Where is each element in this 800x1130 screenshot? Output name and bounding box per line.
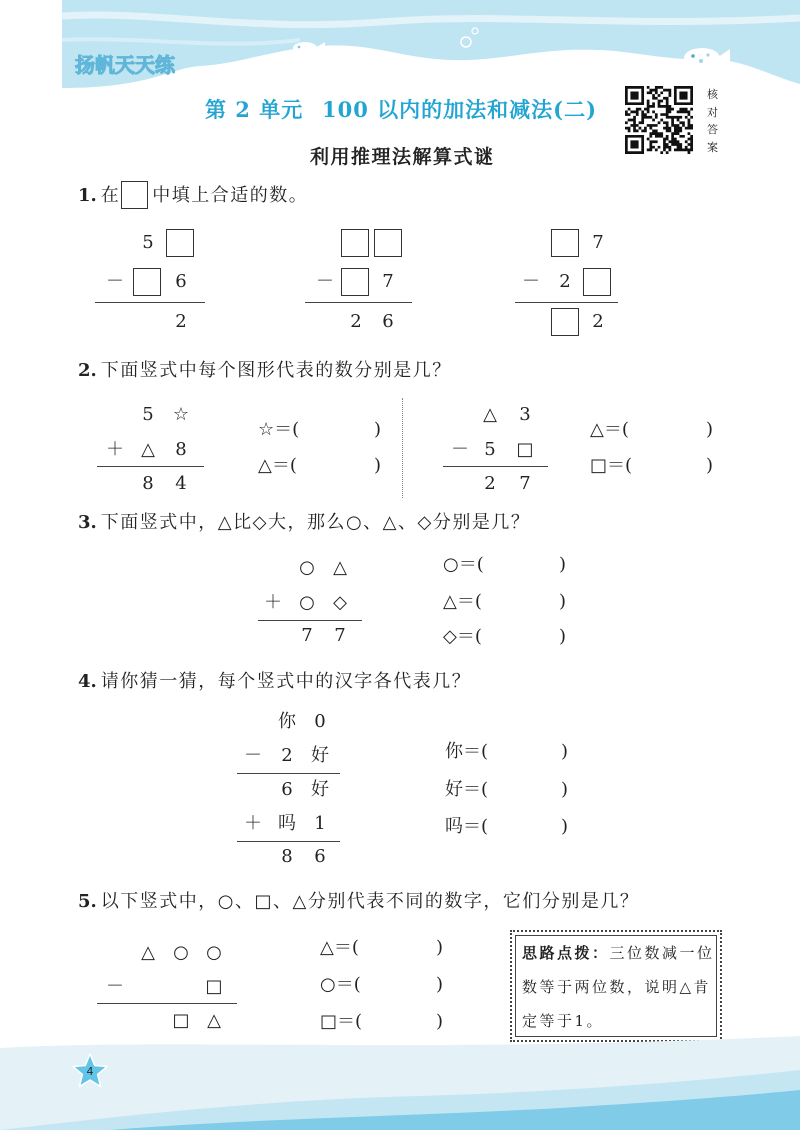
answer-label: □＝(: [320, 1011, 363, 1032]
question-text-prefix: 在: [100, 185, 121, 206]
top-wave-banner: [0, 0, 800, 100]
answer-row: [258, 453, 381, 479]
answer-blank[interactable]: [308, 453, 374, 479]
puzzle-symbol: ○: [299, 592, 315, 613]
question-text-suffix: 中填上合适的数。: [152, 185, 309, 206]
question-5: [78, 888, 639, 916]
answer-close-paren: ): [561, 779, 569, 800]
answer-row: [443, 552, 566, 578]
answer-box[interactable]: [166, 229, 194, 257]
dotted-divider: [402, 398, 403, 498]
question-3: [78, 509, 530, 537]
answer-box[interactable]: [551, 229, 579, 257]
answer-row: [443, 589, 566, 615]
difference-line: [97, 1003, 237, 1004]
puzzle-digit: 0: [314, 711, 326, 732]
brand-logo: 扬帆天天练: [75, 53, 175, 77]
answer-blank[interactable]: [495, 739, 561, 765]
puzzle-digit: 1: [314, 813, 326, 834]
page-number: 4: [86, 1065, 94, 1078]
question-1: [78, 182, 308, 210]
answer-row: [445, 739, 568, 765]
puzzle-digit: 4: [175, 473, 187, 494]
puzzle-digit: 7: [301, 625, 313, 646]
puzzle-character: 好: [311, 745, 329, 766]
puzzle-digit: 7: [592, 232, 604, 253]
answer-box[interactable]: [341, 229, 369, 257]
puzzle-symbol: △: [141, 439, 155, 460]
plus-operator: ＋: [106, 439, 124, 460]
answer-close-paren: ): [436, 937, 444, 958]
question-4: [78, 668, 471, 696]
answer-close-paren: ): [374, 455, 382, 476]
puzzle-character: 好: [311, 779, 329, 800]
minus-operator: －: [106, 976, 124, 997]
answer-box[interactable]: [374, 229, 402, 257]
answer-label: 吗＝(: [445, 816, 489, 837]
answer-blank[interactable]: [493, 552, 559, 578]
answer-close-paren: ): [559, 591, 567, 612]
question-number: 4.: [78, 671, 97, 692]
answer-close-paren: ): [374, 419, 382, 440]
answer-close-paren: ): [706, 419, 714, 440]
puzzle-digit: 6: [382, 311, 394, 332]
answer-blank[interactable]: [308, 417, 374, 443]
qr-code[interactable]: [625, 86, 693, 154]
answer-close-paren: ): [706, 455, 714, 476]
puzzle-digit: 2: [175, 311, 187, 332]
question-text: 请你猜一猜，每个竖式中的汉字各代表几？: [100, 671, 472, 692]
plus-operator: ＋: [244, 813, 262, 834]
puzzle-digit: 2: [350, 311, 362, 332]
answer-row: [590, 453, 713, 479]
unit-title: 第 2 单元: [205, 97, 304, 122]
puzzle-digit: 6: [175, 271, 187, 292]
puzzle-digit: 8: [142, 473, 154, 494]
puzzle-digit: 3: [519, 404, 531, 425]
minus-operator: －: [316, 271, 334, 292]
answer-blank[interactable]: [370, 972, 436, 998]
answer-close-paren: ): [436, 974, 444, 995]
hint-title: 思路点拨：: [522, 944, 610, 962]
sum-line: [95, 302, 205, 303]
answer-close-paren: ): [436, 1011, 444, 1032]
puzzle-digit: 6: [314, 846, 326, 867]
answer-label: ☆＝(: [258, 419, 300, 440]
answer-label: □＝(: [590, 455, 633, 476]
plus-operator: ＋: [264, 592, 282, 613]
minus-operator: －: [244, 745, 262, 766]
minus-operator: －: [106, 271, 124, 292]
sum-line: [443, 466, 548, 467]
answer-box[interactable]: [583, 268, 611, 296]
answer-label: ○＝(: [320, 974, 361, 995]
sum-line: [515, 302, 618, 303]
answer-label: △＝(: [590, 419, 629, 440]
answer-label: △＝(: [443, 591, 482, 612]
sum-line: [305, 302, 412, 303]
puzzle-symbol: □: [516, 439, 534, 460]
box-icon: [121, 181, 148, 209]
question-number: 3.: [78, 512, 97, 533]
answer-label: 好＝(: [445, 779, 489, 800]
puzzle-digit: 6: [281, 779, 293, 800]
answer-blank[interactable]: [493, 624, 559, 650]
puzzle-symbol: △: [207, 1010, 221, 1031]
answer-box[interactable]: [551, 308, 579, 336]
question-2: [78, 357, 452, 385]
puzzle-digit: 7: [382, 271, 394, 292]
puzzle-digit: 2: [484, 473, 496, 494]
hint-text: 数等于两位数，说明△肯: [522, 978, 712, 996]
answer-close-paren: ): [559, 554, 567, 575]
answer-row: [258, 417, 381, 443]
answer-blank[interactable]: [495, 814, 561, 840]
difference-line: [237, 773, 340, 774]
answer-row: [443, 624, 566, 650]
puzzle-digit: 8: [281, 846, 293, 867]
sum-line: [97, 466, 204, 467]
answer-close-paren: ): [561, 816, 569, 837]
answer-box[interactable]: [133, 268, 161, 296]
puzzle-digit: 7: [519, 473, 531, 494]
answer-label: 你＝(: [445, 741, 489, 762]
answer-row: [445, 777, 568, 803]
question-text: 下面竖式中每个图形代表的数分别是几？: [100, 360, 452, 381]
puzzle-digit: 2: [281, 745, 293, 766]
puzzle-digit: 5: [142, 404, 154, 425]
puzzle-symbol: ☆: [172, 404, 190, 425]
puzzle-symbol: ◇: [333, 592, 347, 613]
minus-operator: －: [451, 439, 469, 460]
bottom-wave-banner: [0, 1030, 800, 1130]
answer-close-paren: ): [561, 741, 569, 762]
minus-operator: －: [522, 271, 540, 292]
answer-row: [320, 935, 443, 961]
check-answers-label: 核对答案: [707, 88, 718, 154]
question-text: 以下竖式中，○、□、△分别代表不同的数字，它们分别是几？: [100, 891, 640, 912]
hint-text: 三位数减一位: [609, 944, 715, 962]
answer-blank[interactable]: [640, 417, 706, 443]
answer-blank[interactable]: [493, 589, 559, 615]
puzzle-digit: 8: [175, 439, 187, 460]
question-number: 5.: [78, 891, 97, 912]
question-number: 1.: [78, 185, 97, 206]
puzzle-digit: 2: [559, 271, 571, 292]
puzzle-symbol: ○: [299, 557, 315, 578]
answer-row: [320, 972, 443, 998]
answer-label: △＝(: [320, 937, 359, 958]
puzzle-digit: 7: [334, 625, 346, 646]
answer-row: [445, 814, 568, 840]
puzzle-symbol: □: [172, 1010, 190, 1031]
question-text: 下面竖式中，△比◇大，那么○、△、◇分别是几？: [100, 512, 531, 533]
question-number: 2.: [78, 360, 97, 381]
answer-label: △＝(: [258, 455, 297, 476]
puzzle-symbol: ○: [206, 942, 222, 963]
section-subtitle: 利用推理法解算式谜: [310, 146, 495, 168]
puzzle-digit: 5: [142, 232, 154, 253]
puzzle-symbol: △: [483, 404, 497, 425]
hint-text: 定等于1。: [522, 1012, 605, 1030]
answer-blank[interactable]: [370, 935, 436, 961]
answer-label: ◇＝(: [443, 626, 482, 647]
puzzle-character: 你: [278, 711, 296, 732]
puzzle-symbol: △: [333, 557, 347, 578]
hint-line: [522, 936, 716, 970]
answer-blank[interactable]: [495, 777, 561, 803]
answer-row: [590, 417, 713, 443]
answer-close-paren: ): [559, 626, 567, 647]
answer-box[interactable]: [341, 268, 369, 296]
puzzle-symbol: ○: [173, 942, 189, 963]
puzzle-digit: 5: [484, 439, 496, 460]
answer-label: ○＝(: [443, 554, 484, 575]
puzzle-symbol: △: [141, 942, 155, 963]
unit-topic: 100 以内的加法和减法(二): [322, 97, 598, 122]
puzzle-character: 吗: [278, 813, 296, 834]
answer-blank[interactable]: [640, 453, 706, 479]
puzzle-symbol: □: [205, 976, 223, 997]
hint-box: [515, 935, 717, 1037]
puzzle-digit: 2: [592, 311, 604, 332]
